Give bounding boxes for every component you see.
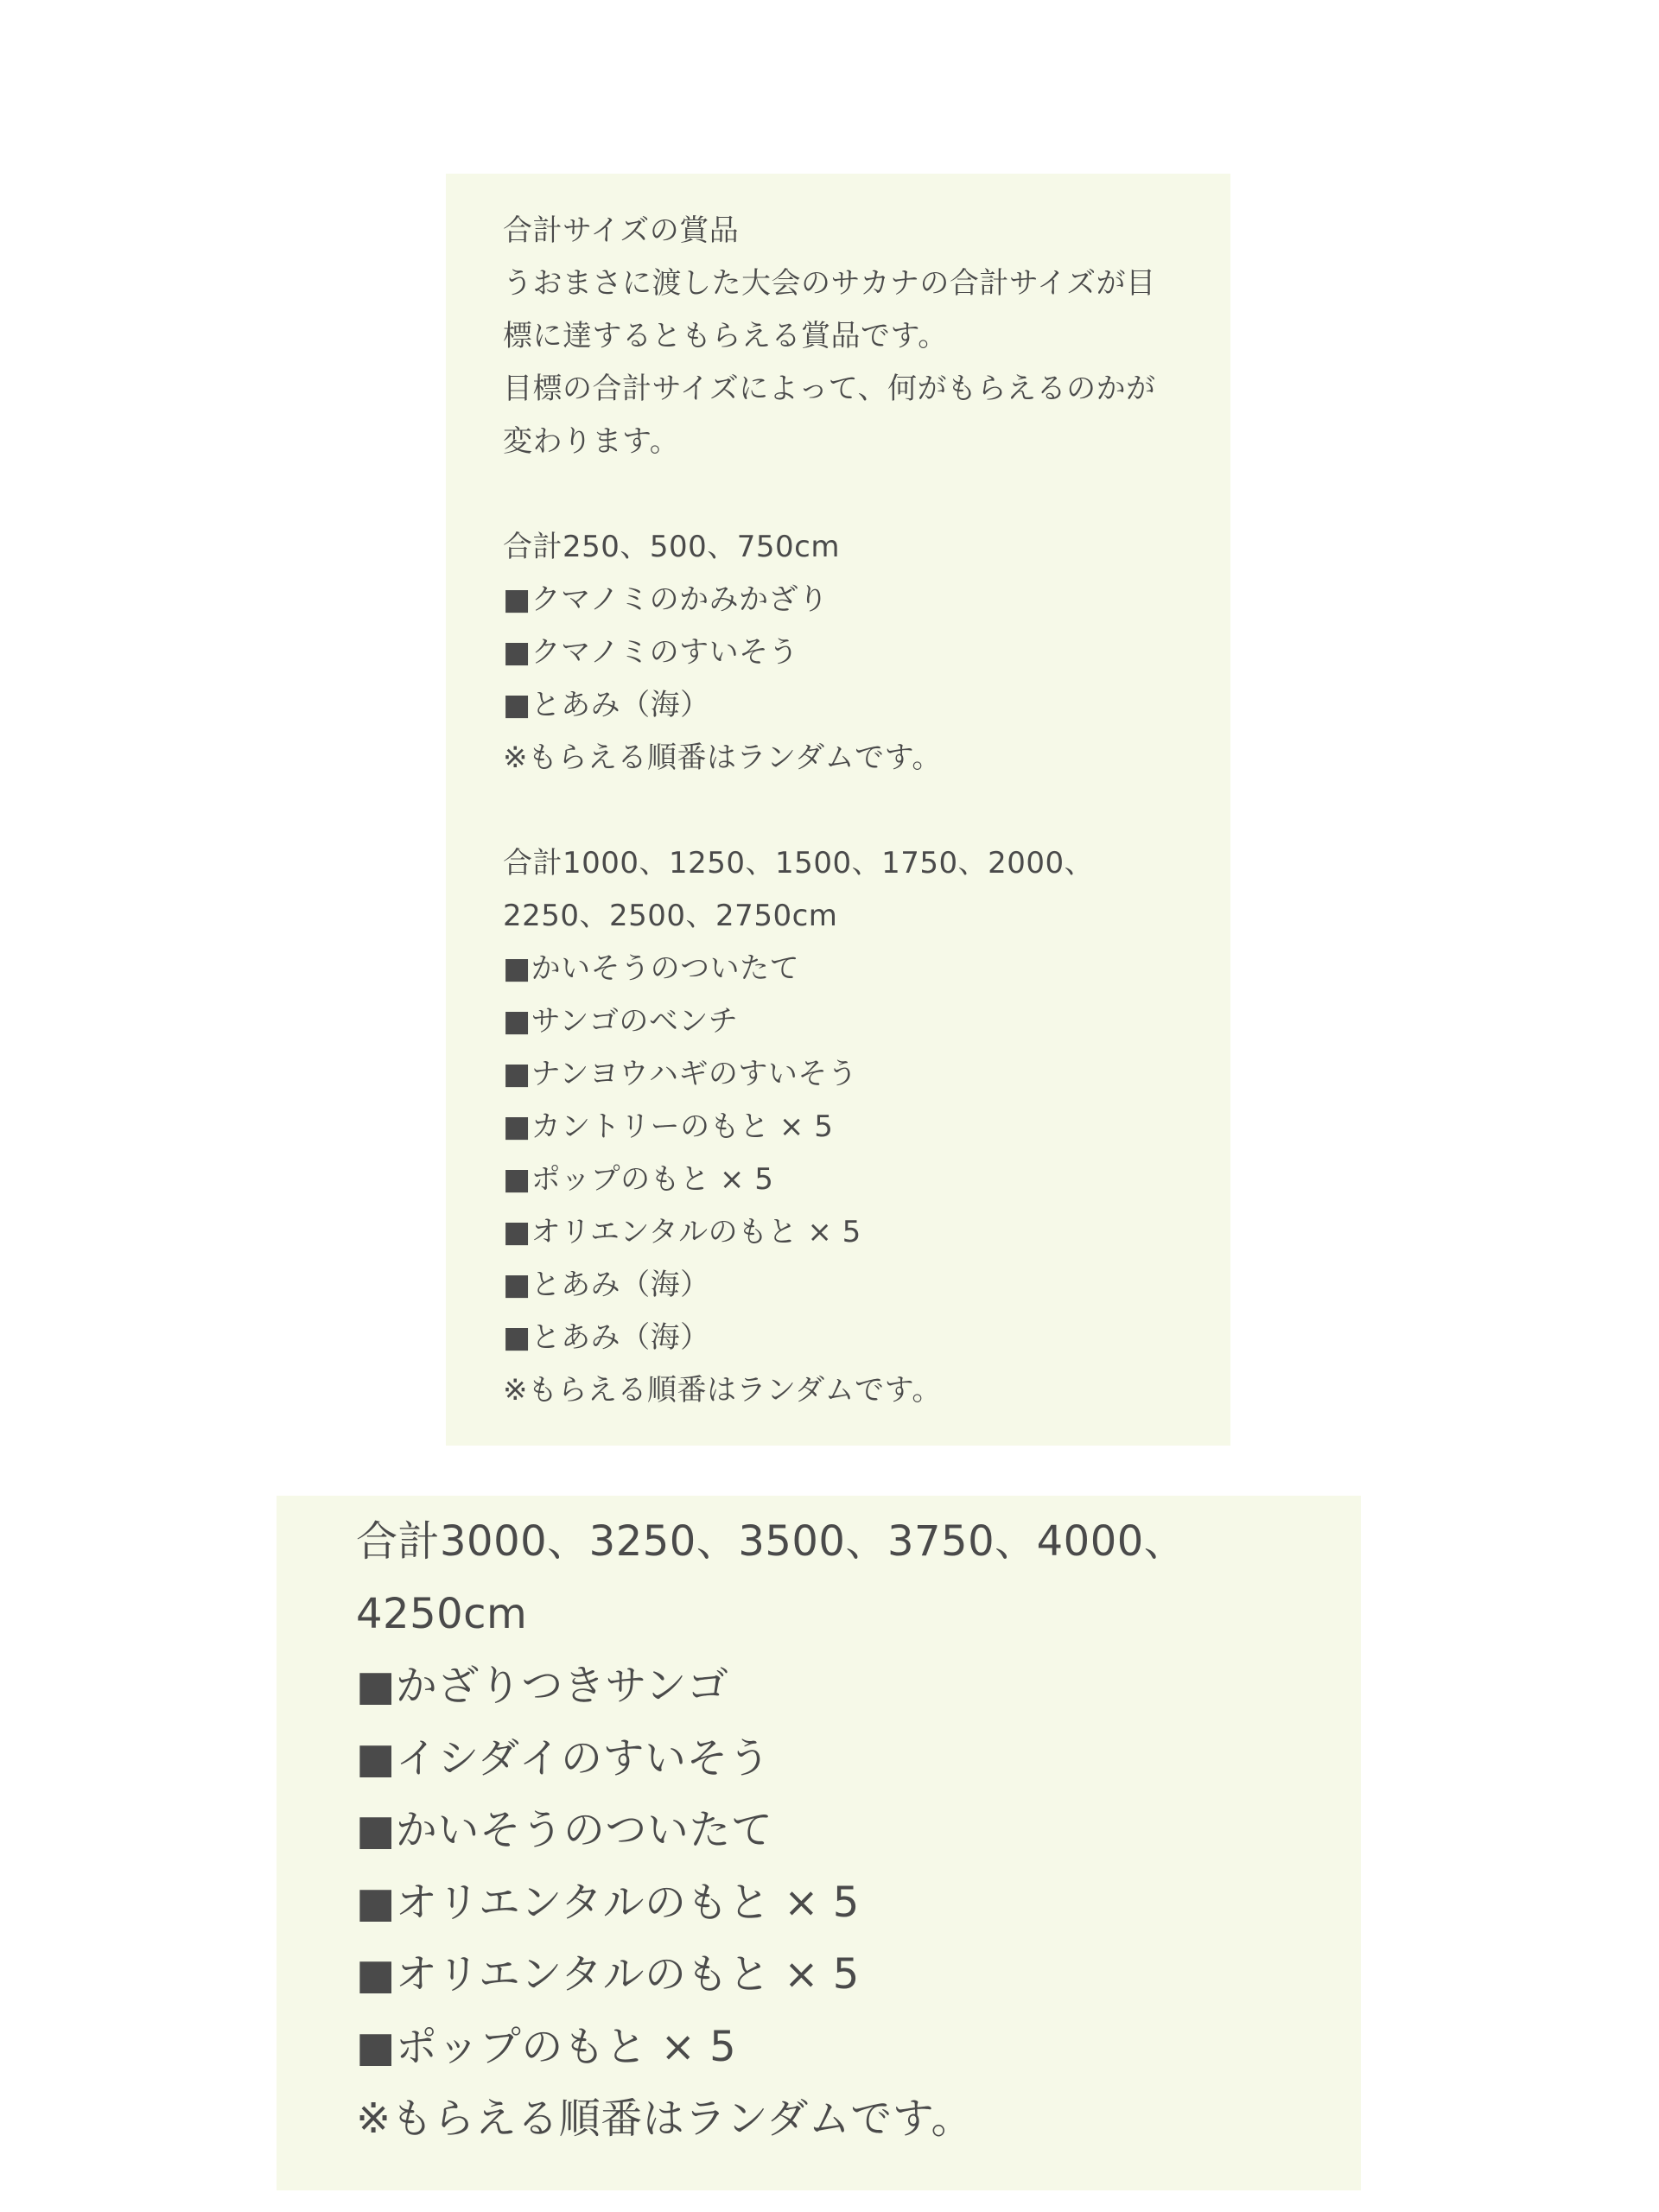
tier-heading: 合計250、500、750cm — [503, 530, 840, 564]
intro-text-line: 目標の合計サイズによって、何がもらえるのかが — [503, 372, 1156, 406]
prize-item: ■かいそうのついたて — [503, 951, 800, 986]
prize-item: ■とあみ（海） — [503, 1268, 710, 1302]
prize-item: ■オリエンタルのもと × 5 — [356, 1878, 860, 1927]
prize-item: ■イシダイのすいそう — [356, 1733, 771, 1783]
section-title: 合計サイズの賞品 — [503, 213, 740, 248]
intro-section — [503, 205, 1173, 468]
intro-text-line: 標に達するともらえる賞品です。 — [503, 319, 948, 353]
blank-line — [503, 468, 1173, 521]
prize-item: ■とあみ（海） — [503, 1320, 710, 1355]
prize-item: ■とあみ（海） — [503, 688, 710, 722]
tier-1000-2750-section — [503, 837, 1173, 1417]
prize-item: ■サンゴのベンチ — [503, 1004, 739, 1039]
tier-250-750-section — [503, 521, 1173, 785]
tier-3000-4250-section — [356, 1506, 1281, 2156]
prize-item: ■オリエンタルのもと × 5 — [503, 1215, 861, 1249]
prize-item: ■かざりつきサンゴ — [356, 1662, 729, 1710]
prize-item: ■オリエンタルのもと × 5 — [356, 1950, 860, 1999]
prize-item: ■ポップのもと × 5 — [356, 2022, 737, 2071]
prize-item: ■かいそうのついたて — [356, 1806, 773, 1854]
prize-item: ■ポップのもと × 5 — [503, 1162, 774, 1197]
tier-heading-continued: 4250cm — [356, 1589, 528, 1638]
tier-heading: 合計1000、1250、1500、1750、2000、 — [503, 846, 1095, 880]
tier-heading: 合計3000、3250、3500、3750、4000、 — [356, 1517, 1186, 1566]
prize-item: ■カントリーのもと × 5 — [503, 1109, 834, 1144]
prize-item: ■クマノミのかみかざり — [503, 582, 829, 617]
random-order-note: ※もらえる順番はランダムです。 — [356, 2094, 973, 2143]
blank-line — [503, 785, 1173, 837]
random-order-note: ※もらえる順番はランダムです。 — [503, 1373, 942, 1408]
prize-card-bottom — [276, 1496, 1361, 2190]
prize-item: ■ナンヨウハギのすいそう — [503, 1057, 858, 1091]
prize-item: ■クマノミのすいそう — [503, 635, 799, 670]
tier-heading-continued: 2250、2500、2750cm — [503, 899, 838, 933]
intro-text-line: うおまさに渡した大会のサカナの合計サイズが目 — [503, 266, 1156, 301]
intro-text-line: 変わります。 — [503, 424, 680, 459]
random-order-note: ※もらえる順番はランダムです。 — [503, 741, 942, 775]
prize-card-top — [446, 174, 1230, 1446]
